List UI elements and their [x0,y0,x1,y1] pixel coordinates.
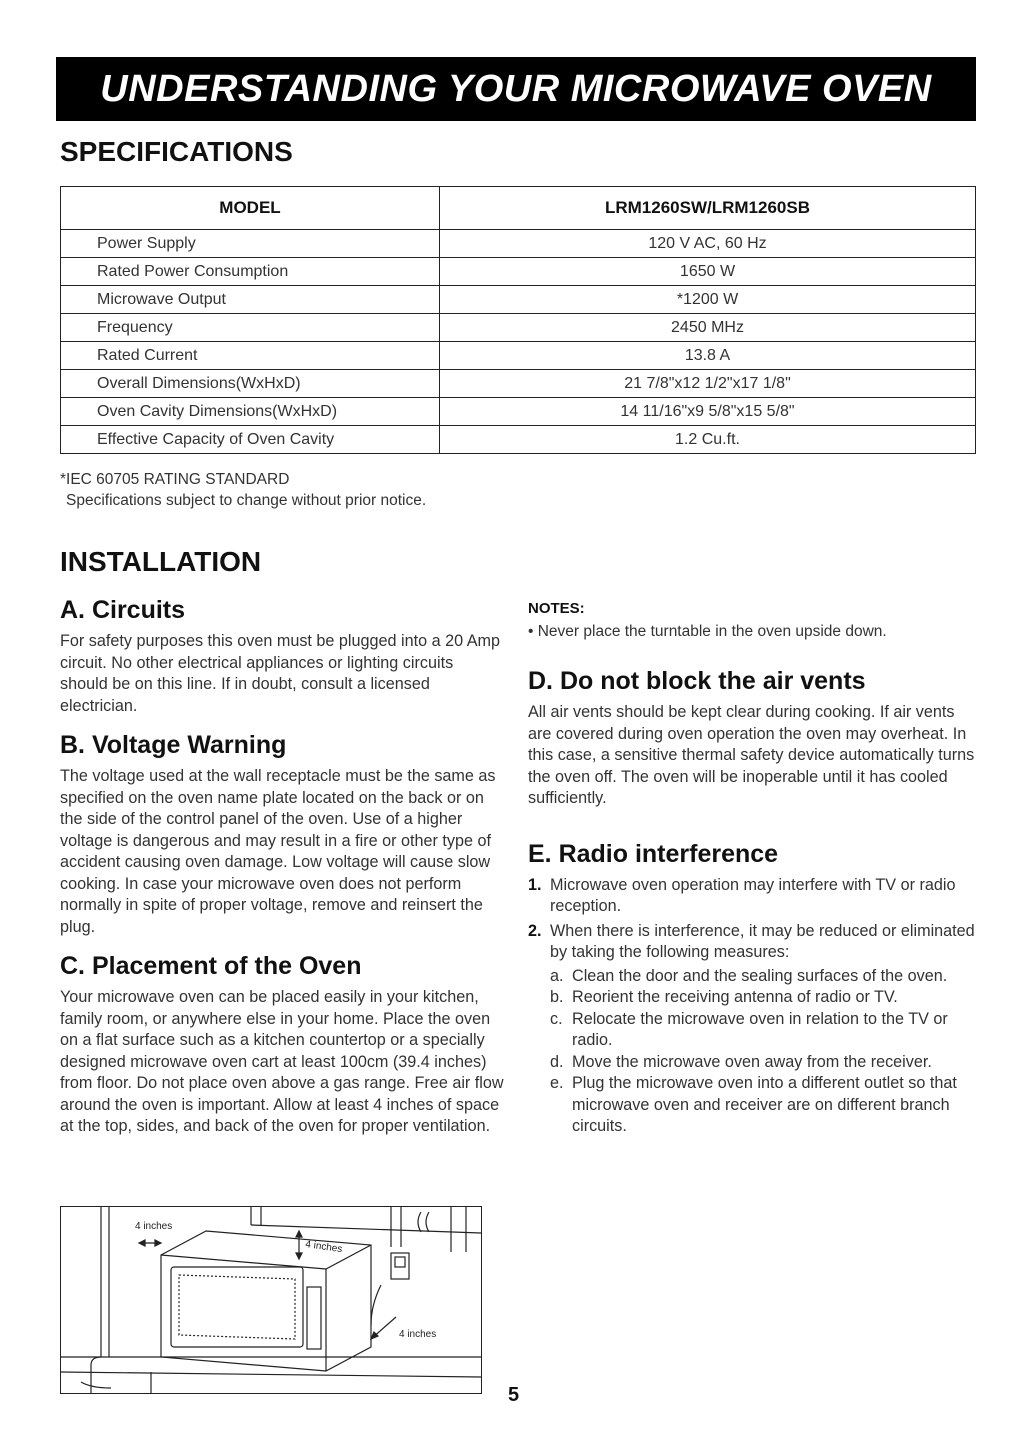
spec-value: 21 7/8"x12 1/2"x17 1/8" [440,370,976,398]
left-column [60,596,505,1138]
spec-value: 120 V AC, 60 Hz [440,230,976,258]
table-row [61,286,976,314]
specifications-heading: SPECIFICATIONS [60,136,293,167]
model-number-header: LRM1260SW/LRM1260SB [440,187,976,230]
spec-value: 1.2 Cu.ft. [440,426,976,454]
page-banner: UNDERSTANDING YOUR MICROWAVE OVEN [56,57,976,121]
table-row [61,314,976,342]
spec-label: Rated Current [61,342,440,370]
list-number: 1. [528,875,542,894]
installation-heading: INSTALLATION [60,546,262,577]
list-text: Plug the microwave oven into a different outlet so that microwave oven and receiver are on different branch circuits. [572,1074,957,1135]
circuits-title: A. Circuits [60,596,186,624]
table-row [61,426,976,454]
list-letter: c. [550,1009,563,1028]
model-header: MODEL [61,187,440,230]
list-item [550,987,978,1009]
list-item [550,966,978,988]
list-item [550,1009,978,1052]
table-row [61,342,976,370]
list-item [528,875,978,918]
placement-text: Your microwave oven can be placed easily in your kitchen, family room, or anywhere else in your home. Place the oven on a flat surface such as a kitchen countertop or a specially designed microwave oven cart at least 100cm (39.4 inches) from floor. Do not place oven above a gas range. Free air flow around the oven is important. Allow at least 4 inches of space at the top, sides, and back of the oven for proper ventilation. [60,988,504,1135]
list-text: Reorient the receiving antenna of radio or TV. [572,988,898,1006]
spec-value: 1650 W [440,258,976,286]
list-item [528,921,978,1138]
list-text: Microwave oven operation may interfere with TV or radio reception. [550,875,956,915]
page-number: 5 [508,1384,520,1406]
list-item [550,1052,978,1074]
list-text: When there is interference, it may be reduced or eliminated by taking the following measures: [550,921,975,961]
spec-footnotes [60,469,426,511]
voltage-text: The voltage used at the wall receptacle must be the same as specified on the oven name plate located on the back or on the side of the control panel of the oven. Use of a higher voltage is dangerous and may result in a fire or other type of accident causing oven damage. Low voltage will cause slow cooking. In case your microwave oven does not perform normally in spite of proper voltage, remove and reinsert the plug. [60,767,496,936]
placement-title: C. Placement of the Oven [60,952,362,980]
circuits-text: For safety purposes this oven must be plugged into a 20 Amp circuit. No other electrical appliances or lighting circuits should be on this line. If in doubt, consult a licensed electrician. [60,632,501,715]
radio-title: E. Radio interference [528,839,779,868]
table-header-row [61,187,976,230]
spec-value: 2450 MHz [440,314,976,342]
side-clearance-label: 4 inches [135,1221,173,1232]
list-letter: e. [550,1074,564,1092]
list-letter: d. [550,1052,564,1071]
list-text: Clean the door and the sealing surfaces of the oven. [572,966,948,985]
radio-list [528,875,978,1138]
change-notice: Specifications subject to change without prior notice. [66,492,427,509]
table-row [61,230,976,258]
spec-label: Power Supply [61,230,440,258]
list-letter: a. [550,966,564,985]
spec-label: Overall Dimensions(WxHxD) [61,370,440,398]
back-clearance-label: 4 inches [399,1329,437,1340]
measures-list [550,966,978,1138]
list-text: Relocate the microwave oven in relation to the TV or radio. [572,1009,948,1049]
placement-illustration [60,1206,482,1394]
oven-placement-drawing [61,1207,481,1393]
list-number: 2. [528,921,542,940]
spec-value: *1200 W [440,286,976,314]
spec-label: Effective Capacity of Oven Cavity [61,426,440,454]
vents-text: All air vents should be kept clear during cooking. If air vents are covered during oven operation the oven may overheat. In this case, a sensitive thermal safety device automatically turns the oven off. The oven will be inoperable until it has cooled sufficiently. [528,703,975,807]
spec-label: Frequency [61,314,440,342]
rating-standard-note: *IEC 60705 RATING STANDARD [60,471,290,488]
right-column [528,600,978,1141]
voltage-title: B. Voltage Warning [60,731,287,759]
vents-title: D. Do not block the air vents [528,667,866,695]
notes-text: • Never place the turntable in the oven upside down. [528,623,887,640]
notes-label: NOTES: [528,600,585,617]
spec-label: Microwave Output [61,286,440,314]
table-row [61,398,976,426]
list-text: Move the microwave oven away from the receiver. [572,1052,932,1071]
list-letter: b. [550,988,564,1006]
table-row [61,258,976,286]
specifications-table [60,186,976,454]
spec-value: 14 11/16"x9 5/8"x15 5/8" [440,398,976,426]
spec-value: 13.8 A [440,342,976,370]
top-clearance-label: 4 inches [304,1239,344,1256]
spec-label: Oven Cavity Dimensions(WxHxD) [61,398,440,426]
list-item [550,1073,978,1138]
spec-label: Rated Power Consumption [61,258,440,286]
table-row [61,370,976,398]
